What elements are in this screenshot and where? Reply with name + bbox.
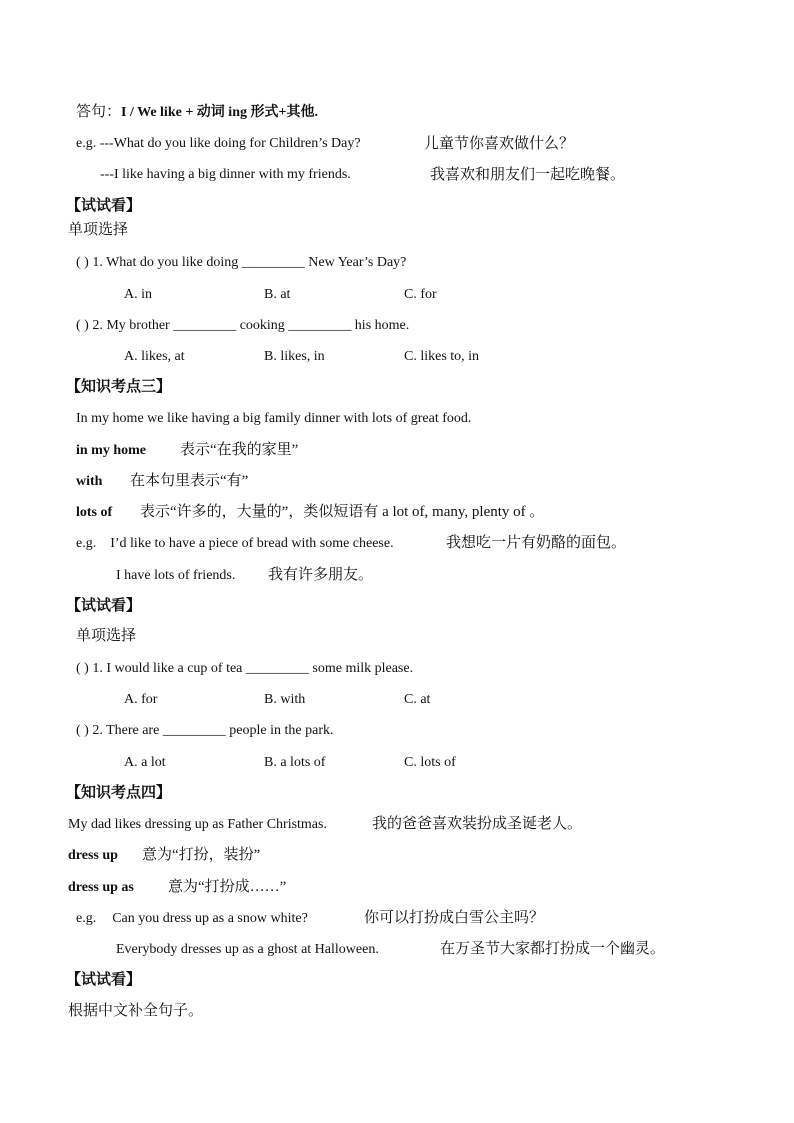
option-a: A. for [124,692,158,707]
option-b: B. at [264,287,291,302]
term-lots-of: lots of [76,505,113,520]
point3-example2-en: I have lots of friends. [116,568,236,583]
practice2-type: 单项选择 [76,628,137,644]
eg-label: e.g. [76,536,97,551]
term-in-my-home-meaning: 表示“在我的家里” [180,442,299,458]
answer-paren: ( ) [76,723,89,738]
option-a: A. in [124,287,152,302]
example-en: I’d like to have a piece of bread with some cheese. [110,536,394,551]
example1-answer-en: ---I like having a big dinner with my friends. [100,167,351,182]
point3-sentence: In my home we like having a big family dinner with lots of great food. [76,411,472,426]
example1-question-line [76,134,361,154]
practice1-q2 [76,316,409,336]
answer-pattern-formula: I / We like + 动词 ing 形式+其他. [121,105,318,120]
point4-sentence-zh: 我的爸爸喜欢装扮成圣诞老人。 [372,816,583,832]
term-in-my-home: in my home [76,443,146,458]
point4-example2-en: Everybody dresses up as a ghost at Halloween. [116,942,379,957]
term-with: with [76,474,103,489]
point3-example1-zh: 我想吃一片有奶酪的面包。 [446,535,627,551]
example1-question-zh: 儿童节你喜欢做什么？ [424,136,575,152]
point4-example1-zh: 你可以打扮成白雪公主吗？ [364,910,545,926]
point4-example1 [76,909,308,929]
example1-question-en: ---What do you like doing for Children’s Day? [99,136,361,151]
term-dress-up-as-meaning: 意为“打扮成……” [168,879,287,895]
practice1-type: 单项选择 [68,222,129,238]
point3-header: 【知识考点三】 [66,379,172,395]
practice1-q1 [76,253,406,273]
option-c: C. at [404,692,431,707]
point3-example2-zh: 我有许多朋友。 [268,567,374,583]
example1-answer-zh: 我喜欢和朋友们一起吃晚餐。 [430,167,626,183]
answer-pattern-line [76,102,318,122]
practice2-q2 [76,721,334,741]
option-a: A. likes, at [124,349,185,364]
practice2-header: 【试试看】 [66,598,142,614]
option-b: B. with [264,692,306,707]
point4-sentence-en: My dad likes dressing up as Father Christmas. [68,817,327,832]
practice3-header: 【试试看】 [66,972,142,988]
practice3-instruction: 根据中文补全句子。 [68,1003,204,1019]
answer-paren: ( ) [76,318,89,333]
answer-paren: ( ) [76,255,89,270]
question-text: 2. My brother _________ cooking _________ his home. [92,318,410,333]
term-dress-up: dress up [68,848,118,863]
term-dress-up-as: dress up as [68,880,134,895]
point4-example2-zh: 在万圣节大家都打扮成一个幽灵。 [440,941,666,957]
option-c: C. for [404,287,437,302]
term-lots-of-meaning: 表示“许多的，大量的”，类似短语有 a lot of, many, plenty of 。 [140,504,545,520]
option-b: B. a lots of [264,755,326,770]
answer-paren: ( ) [76,661,89,676]
answer-pattern-label: 答句： [76,104,122,120]
question-text: 2. There are _________ people in the park. [92,723,334,738]
option-b: B. likes, in [264,349,325,364]
term-with-meaning: 在本句里表示“有” [130,473,249,489]
option-c: C. likes to, in [404,349,480,364]
eg-label: e.g. [76,136,97,151]
question-text: 1. I would like a cup of tea _________ some milk please. [92,661,414,676]
question-text: 1. What do you like doing _________ New Year’s Day? [92,255,407,270]
eg-label: e.g. [76,911,97,926]
option-a: A. a lot [124,755,166,770]
point4-header: 【知识考点四】 [66,785,172,801]
practice1-header: 【试试看】 [66,198,142,214]
option-c: C. lots of [404,755,456,770]
term-dress-up-meaning: 意为“打扮，装扮” [142,847,261,863]
practice2-q1 [76,659,413,679]
example-en: Can you dress up as a snow white? [112,911,308,926]
point3-example1 [76,534,394,554]
